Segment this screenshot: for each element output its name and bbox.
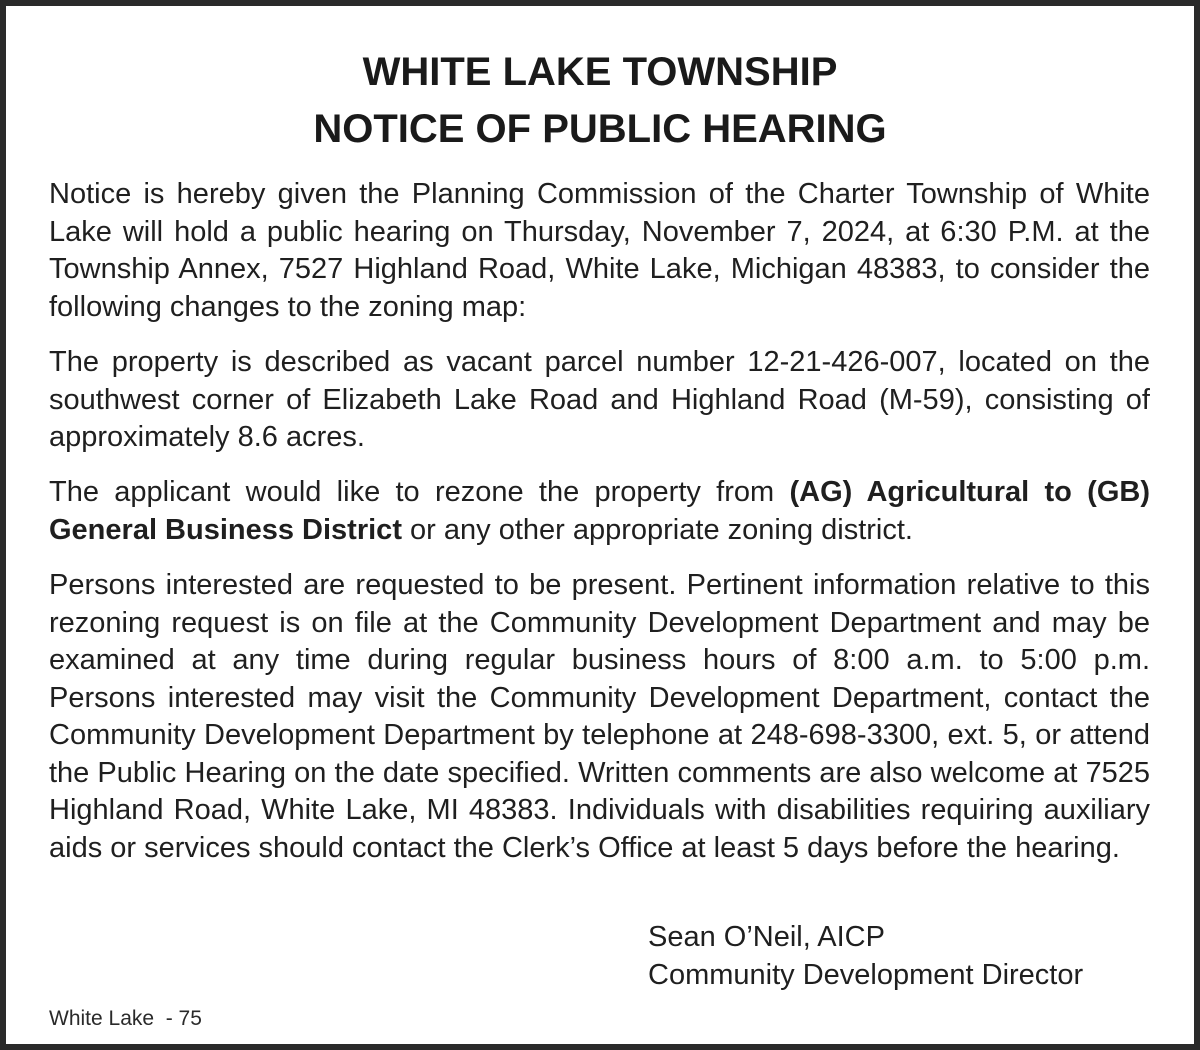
notice-paragraph-rezoning-request xyxy=(49,474,1150,549)
footer-ad-code: White Lake - 75 xyxy=(49,1007,202,1030)
rezoning-text-after: or any other appropriate zoning district. xyxy=(401,513,913,546)
signatory-name: Sean O’Neil, AICP xyxy=(648,921,885,953)
notice-title-hearing: NOTICE OF PUBLIC HEARING xyxy=(313,107,887,151)
notice-title-township: WHITE LAKE TOWNSHIP xyxy=(362,50,838,94)
notice-paragraph-hearing-details: Notice is hereby given the Planning Commission of the Charter Township of White Lake will hold a public hearing on Thursday, November 7, 2024, at 6:30 P.M. at the Township Annex, 7527 Highland Road, White Lake, Michigan 48383, to consider the following changes to the zoning map: xyxy=(49,178,1150,323)
rezoning-zoning-change: (AG) Agricultural to (GB) General Business District xyxy=(49,476,1150,546)
notice-paragraph-public-information: Persons interested are requested to be present. Pertinent information relative to this rezoning request is on file at the Community Development Department and may be examined at any time during regular business hours of 8:00 a.m. to 5:00 p.m. Persons interested may visit the Community Development Department, contact the Community Development Department by telephone at 248-698-3300, ext. 5, or attend the Public Hearing on the date specified. Written comments are also welcome at 7525 Highland Road, White Lake, MI 48383. Individuals with disabilities requiring auxiliary aids or services should contact the Clerk’s Office at least 5 days before the hearing. xyxy=(49,569,1150,864)
signatory-position: Community Development Director xyxy=(648,959,1084,991)
signature-block xyxy=(648,918,1083,994)
notice-paragraph-property-description: The property is described as vacant parcel number 12-21-426-007, located on the southwest corner of Elizabeth Lake Road and Highland Road (M-59), consisting of approximately 8.6 acres. xyxy=(49,346,1150,453)
rezoning-text-before: The applicant would like to rezone the property from xyxy=(49,476,790,508)
